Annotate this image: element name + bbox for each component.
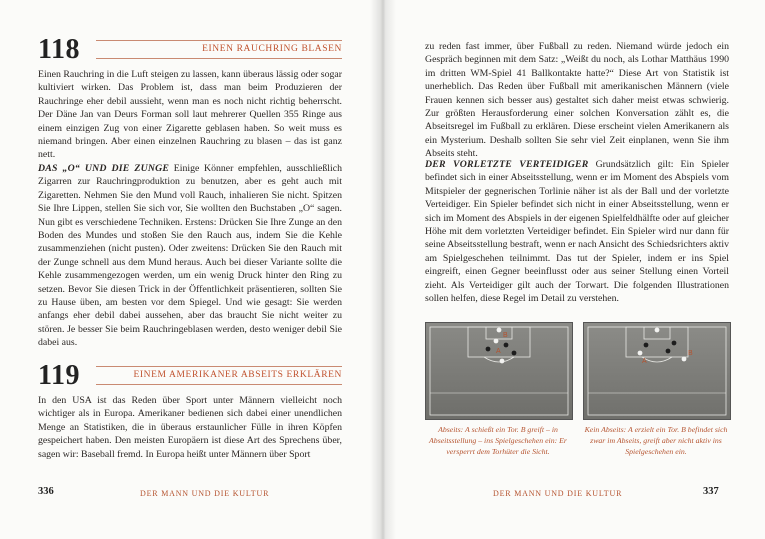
section-118-intro: Einen Rauchring in die Luft steigen zu lassen, kann überaus lässig oder sogar kultiviert wirken. Das Problem ist, dass man beim Produzieren der Rauchringe eher debil aussieht, wenn man es noch nicht richtig beherrscht. Der Däne Jan van Deurs Forman soll laut mehrerer Quellen 355 Ringe aus einem einzigen Zug von einer Zigarette geblasen haben. So weit muss es niemand bringen. Aber einen einzelnen Rauchring zu blasen – das ist ganz nett. bbox=[38, 69, 342, 161]
subheading-o-zunge: DAS „O“ UND DIE ZUNGE bbox=[38, 163, 170, 174]
section-rule-bottom bbox=[96, 384, 342, 385]
page-number-right: 337 bbox=[703, 486, 719, 497]
offside-photo bbox=[425, 322, 573, 420]
running-title-right: DER MANN UND DIE KULTUR bbox=[493, 489, 623, 498]
section-number-119: 119 bbox=[38, 360, 80, 391]
no-offside-photo bbox=[583, 322, 731, 420]
caption-no-offside: Kein Abseits: A erzielt ein Tor. B befindet sich zwar im Abseits, greift aber nicht aktiv ins Spielgeschehen ein. bbox=[584, 425, 728, 456]
section-rule-bottom bbox=[96, 58, 342, 59]
label-a: A bbox=[642, 358, 647, 365]
section-title-118: EINEN RAUCHRING BLASEN bbox=[202, 44, 342, 54]
section-119-body bbox=[425, 158, 729, 305]
section-number-118: 118 bbox=[38, 34, 80, 65]
section-119-body-text: Grundsätzlich gilt: Ein Spieler befindet sich in einer Abseitsstellung, wenn er im Moment des Abspiels vom Mitspieler der gegnerischen Torlinie näher ist als der Ball und der vorletzte Verteidiger. Ein Spieler befindet sich nicht in einer Abseitsstellung, wenn er sich im Moment des Abspiels in der eigenen Spielfeldhälfte oder auf gleicher Höhe mit dem vorletzten Verteidiger befindet. Ein Spieler wird nur dann für seine Abseitsstellung bestraft, wenn er nach Ansicht des Schiedsrichters aktiv am Spielgeschehen teilnimmt. Das tut der Spieler, indem er ins Spiel eingreift, einen Gegner beeinflusst oder aus seiner Stellung einen Vorteil zieht. Als Verteidiger gilt auch der Torwart. Die folgenden Illustrationen sollen helfen, diese Regel im Detail zu verstehen. bbox=[425, 159, 729, 305]
caption-offside: Abseits: A schießt ein Tor. B greift – in Abseitsstellung – ins Spielgeschehen ein: Er versperrt dem Torhüter die Sicht. bbox=[429, 425, 567, 456]
label-b: B bbox=[503, 332, 508, 339]
section-119-intro: In den USA ist das Reden über Sport unter Männern vielleicht noch wichtiger als in Europa. Amerikaner bedienen sich dabei einer unendlichen Menge an Statistiken, die in überaus erstaunlicher Fülle in ihren Köpfen gespeichert haben. Den meisten Europäern ist diese Art des Sprechens über, sagen wir: Baseball fremd. In Europa heißt unter Männern über Sport bbox=[38, 395, 342, 460]
section-118-body bbox=[38, 162, 342, 350]
label-a: A bbox=[496, 348, 501, 355]
section-rule-top bbox=[96, 40, 342, 41]
section-118-body-text: Einige Könner empfehlen, ausschließlich Zigarren zur Rauchringproduktion zu benutzen, aber es geht auch mit Zigaretten. Nehmen Sie den Mund voll Rauch, inhalieren Sie nicht. Spitzen Sie Ihre Lippen, stellen Sie sich vor, Sie wollten den Buchstaben „O“ sagen. Nun gibt es verschiedene Techniken. Erstens: Drücken Sie Ihre Zunge an den Boden des Mundes und stoßen Sie den Rauch aus, indem Sie die Kehle zusammenziehen (nicht pusten). Oder zweitens: Drücken Sie den Rauch mit der Zunge schnell aus dem Mund heraus. Auch bei dieser Variante sollte die Kehle zusammengezogen werden, um ein wenig Druck hinter den Ring zu setzen. Bevor Sie diesen Trick in der Öffentlichkeit präsentieren, sollten Sie zu Hause üben, am besten vor dem Spiegel. Und wie gesagt: Sie werden anfangs eher debil dabei aussehen, aber das braucht Sie nicht weiter zu stören. Je besser Sie beim Rauchringeblasen werden, desto weniger debil Sie dabei aus. bbox=[38, 163, 342, 349]
section-title-119: EINEM AMERIKANER ABSEITS ERKLÄREN bbox=[133, 370, 342, 380]
right-page bbox=[383, 0, 765, 539]
subheading-vorletzte-verteidiger: DER VORLETZTE VERTEIDIGER bbox=[425, 159, 589, 170]
running-title-left: DER MANN UND DIE KULTUR bbox=[140, 489, 270, 498]
section-119-continuation: zu reden fast immer, über Fußball zu reden. Niemand würde jedoch ein Gespräch beginnen mit dem Satz: „Weißt du noch, als Lothar Matthäus 1990 im dritten WM-Spiel 41 Ballkontakte hatte?“ Diese Art von Statistik ist unerheblich. Das Reden über Fußball mit amerikanischen Männern (viele Frauen kennen sich besser aus) gestaltet sich daher meist etwas schwierig. Zur größten Herausforderung einer solchen Konversation zählt es, die Abseitsregel im Fußball zu erklären. Diese erscheint vielen Amerikanern als ein Mysterium. Deshalb sollten Sie sehr viel Zeit einplanen, wenn Sie ihm Abseits steht. bbox=[425, 41, 729, 160]
book-gutter bbox=[370, 0, 396, 539]
page-number-left: 336 bbox=[38, 486, 54, 497]
section-rule-top bbox=[96, 366, 342, 367]
label-b: B bbox=[688, 350, 693, 357]
